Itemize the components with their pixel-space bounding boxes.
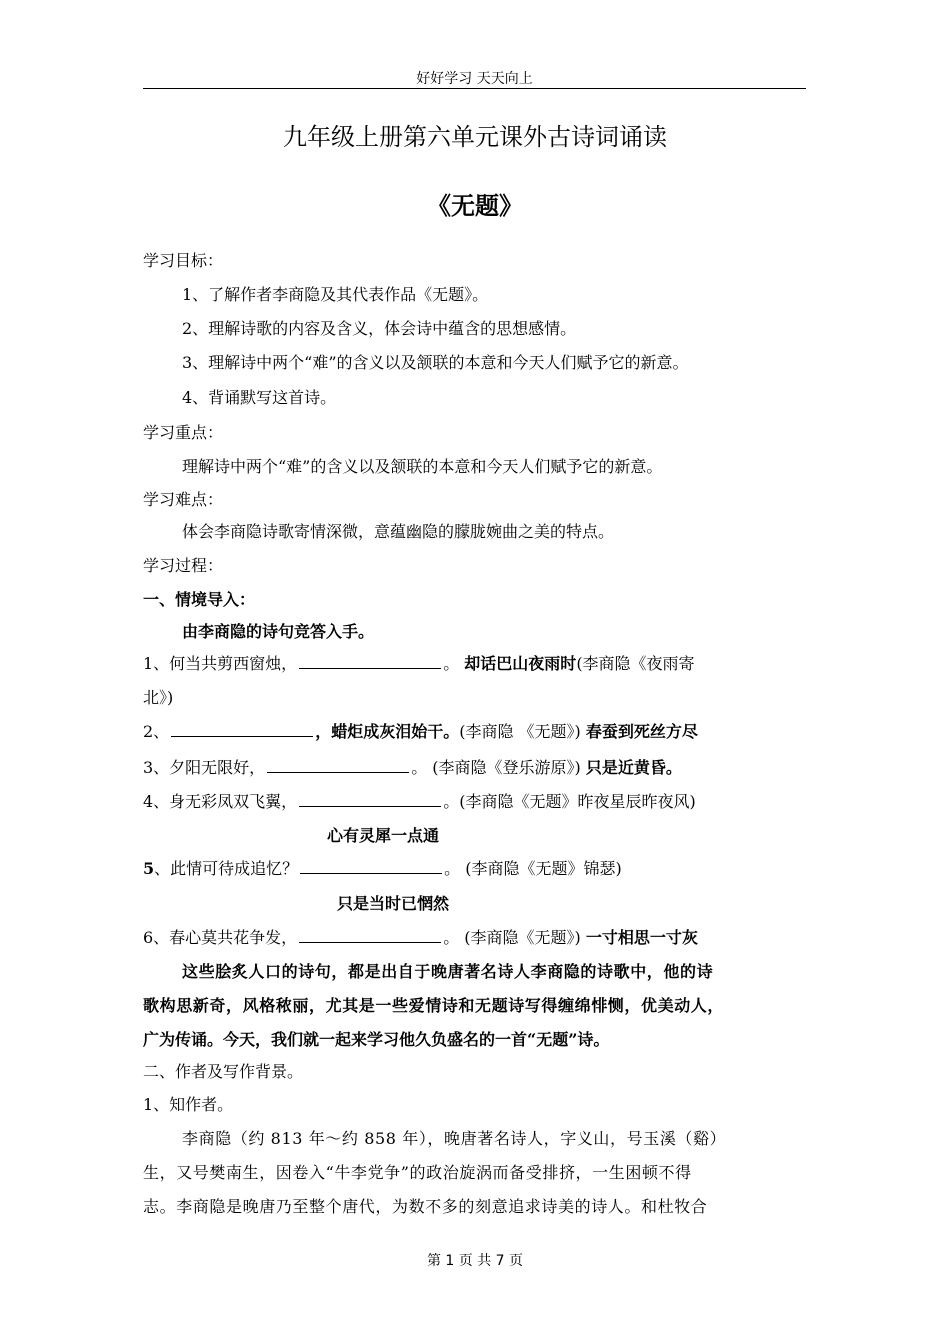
q5-answer: 只是当时已惘然 xyxy=(337,894,450,913)
difficulties-heading: 学习难点： xyxy=(143,490,224,509)
q4-source: (李商隐《无题》昨夜星辰昨夜风) xyxy=(459,792,696,811)
author-paragraph-line: 李商隐（约 813 年～约 858 年），晚唐著名诗人，字义山，号玉溪（谿） xyxy=(182,1129,727,1148)
q6-prefix: 6、春心莫共花争发， xyxy=(143,928,298,947)
subsection-1-heading: 1、知作者。 xyxy=(143,1095,234,1114)
q3-suffix: 。 xyxy=(411,758,428,777)
question-1 xyxy=(143,653,808,675)
q5-number: 5 xyxy=(143,859,155,878)
question-5 xyxy=(143,858,808,880)
goal-item: 3、理解诗中两个“难”的含义以及颔联的本意和今天人们赋予它的新意。 xyxy=(182,353,689,372)
q6-answer: 一寸相思一寸灰 xyxy=(585,928,698,947)
goal-item: 4、背诵默写这首诗。 xyxy=(182,388,337,407)
q1-source: (李商隐《夜雨寄 xyxy=(576,654,695,673)
difficulties-text: 体会李商隐诗歌寄情深微，意蕴幽隐的朦胧婉曲之美的特点。 xyxy=(182,522,615,541)
answer-blank xyxy=(299,653,441,669)
q6-source: (李商隐《无题》) xyxy=(464,928,581,947)
question-4 xyxy=(143,791,808,813)
q3-source: (李商隐《登乐游原》) xyxy=(432,758,581,777)
q6-suffix: 。 xyxy=(443,928,460,947)
question-1-cont: 北》) xyxy=(143,688,174,707)
q2-prefix: 2、 xyxy=(143,722,170,741)
process-heading: 学习过程： xyxy=(143,556,224,575)
poem-title: 《无题》 xyxy=(427,192,523,220)
q3-answer: 只是近黄昏。 xyxy=(585,758,682,777)
header-divider xyxy=(143,88,806,89)
key-points-heading: 学习重点： xyxy=(143,423,224,442)
q1-prefix: 1、何当共剪西窗烛， xyxy=(143,654,298,673)
q5-suffix: 。 xyxy=(444,859,461,878)
question-6 xyxy=(143,927,808,949)
q2-source: (李商隐 《无题》) xyxy=(459,722,581,741)
q5-source: (李商隐《无题》锦瑟) xyxy=(465,859,622,878)
q1-suffix: 。 xyxy=(443,654,460,673)
section-1-heading: 一、情境导入： xyxy=(143,590,256,609)
q4-suffix: 。 xyxy=(443,792,460,811)
answer-blank xyxy=(299,927,441,943)
document-title: 九年级上册第六单元课外古诗词诵读 xyxy=(283,123,667,151)
answer-blank xyxy=(267,757,409,773)
intro-paragraph-line: 广为传诵。今天，我们就一起来学习他久负盛名的一首“无题”诗。 xyxy=(143,1030,610,1049)
goals-heading: 学习目标： xyxy=(143,251,224,270)
intro-text: 由李商隐的诗句竞答入手。 xyxy=(182,622,375,641)
author-paragraph-line: 志。李商隐是晚唐乃至整个唐代，为数不多的刻意追求诗美的诗人。和杜牧合 xyxy=(143,1197,708,1216)
question-3 xyxy=(143,757,808,779)
q2-given-line: ，蜡炬成灰泪始干。 xyxy=(315,722,460,741)
answer-blank xyxy=(299,791,441,807)
q5-prefix: 、此情可待成追忆？ xyxy=(154,859,299,878)
key-points-text: 理解诗中两个“难”的含义以及颔联的本意和今天人们赋予它的新意。 xyxy=(182,457,663,476)
question-2 xyxy=(143,721,808,743)
q3-prefix: 3、夕阳无限好， xyxy=(143,758,266,777)
q1-answer: 却话巴山夜雨时 xyxy=(464,654,577,673)
answer-blank xyxy=(171,721,313,737)
intro-paragraph-line: 歌构思新奇，风格秾丽，尤其是一些爱情诗和无题诗写得缠绵悱恻，优美动人， xyxy=(143,996,725,1015)
page-header: 好好学习 天天向上 xyxy=(416,71,533,87)
goal-item: 2、理解诗歌的内容及含义，体会诗中蕴含的思想感情。 xyxy=(182,319,577,338)
page-footer: 第 1 页 共 7 页 xyxy=(426,1253,524,1269)
goal-item: 1、了解作者李商隐及其代表作品《无题》。 xyxy=(182,285,489,304)
q4-answer: 心有灵犀一点通 xyxy=(327,826,440,845)
section-2-heading: 二、作者及写作背景。 xyxy=(143,1062,304,1081)
author-paragraph-line: 生，又号樊南生，因卷入“牛李党争”的政治旋涡而备受排挤，一生困顿不得 xyxy=(143,1163,692,1182)
intro-paragraph-line: 这些脍炙人口的诗句，都是出自于晚唐著名诗人李商隐的诗歌中，他的诗 xyxy=(182,962,714,981)
q2-answer: 春蚕到死丝方尽 xyxy=(585,722,698,741)
answer-blank xyxy=(300,858,442,874)
q4-prefix: 4、身无彩凤双飞翼， xyxy=(143,792,298,811)
